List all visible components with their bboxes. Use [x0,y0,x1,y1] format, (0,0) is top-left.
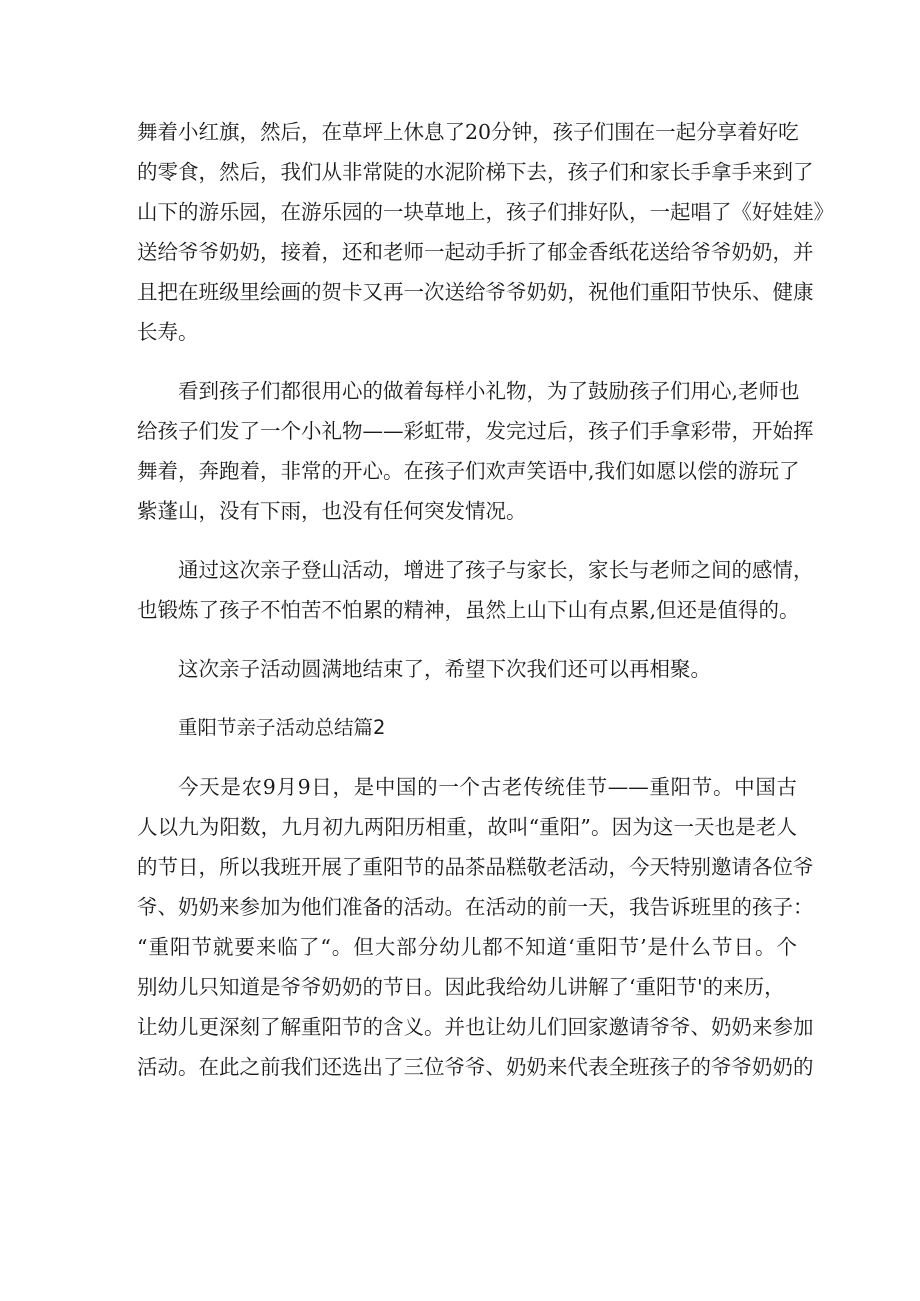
paragraph-3 [137,550,814,630]
text-line: 也锻炼了孩子不怕苦不怕累的精神，虽然上山下山有点累,但还是值得的。 [137,598,800,622]
section-title: 重阳节亲子活动总结篇2 [178,716,386,739]
text-line: 送给爷爷奶奶，接着，还和老师一起动手折了郁金香纸花送给爷爷奶奶，并 [137,240,814,264]
text-line: 让幼儿更深刻了解重阳节的含义。并也让幼儿们回家邀请爷爷、奶奶来参加 [137,1015,814,1039]
text-line: 通过这次亲子登山活动，增进了孩子与家长，家长与老师之间的感情， [178,558,814,582]
text-line: 且把在班级里绘画的贺卡又再一次送给爷爷奶奶，祝他们重阳节快乐、健康 [137,280,814,304]
text-line: “重阳节就要来临了“。但大部分幼儿都不知道‘重阳节’是什么节日。个 [137,935,797,959]
text-line: 人以九为阳数，九月初九两阳历相重，故叫“重阳”。因为这一天也是老人 [137,815,797,839]
text-line: 的零食，然后，我们从非常陡的水泥阶梯下去，孩子们和家长手拿手来到了 [137,160,814,184]
text-line: 活动。在此之前我们还选出了三位爷爷、奶奶来代表全班孩子的爷爷奶奶的 [137,1055,814,1079]
text-line: 给孩子们发了一个小礼物——彩虹带，发完过后，孩子们手拿彩带，开始挥 [137,419,814,443]
text-line: 舞着，奔跑着，非常的开心。在孩子们欢声笑语中,我们如愿以偿的游玩了 [137,459,800,483]
paragraph-2 [137,371,814,531]
text-line: 山下的游乐园，在游乐园的一块草地上，孩子们排好队，一起唱了《好娃娃》 [137,200,834,224]
text-line: 别幼儿只知道是爷爷奶奶的节日。因此我给幼儿讲解了‘重阳节'的来历， [137,975,785,999]
text-line: 长寿。 [137,320,199,344]
text-line: 的节日，所以我班开展了重阳节的品茶品糕敬老活动，今天特别邀请各位爷 [137,855,814,879]
text-line: 爷、奶奶来参加为他们准备的活动。在活动的前一天，我告诉班里的孩子： [137,895,814,919]
text-line: 紫蓬山，没有下雨，也没有任何突发情况。 [137,499,527,523]
document-body [137,112,834,1106]
section-title-block [137,708,797,748]
text-line: 舞着小红旗，然后，在草坪上休息了20分钟，孩子们围在一起分享着好吃 [137,120,799,144]
paragraph-1 [137,112,834,352]
text-line: 看到孩子们都很用心的做着每样小礼物，为了鼓励孩子们用心,老师也 [178,379,800,403]
text-line: 今天是农9月9日，是中国的一个古老传统佳节——重阳节。中国古 [178,775,797,799]
paragraph-5 [137,767,814,1087]
text-line: 这次亲子活动圆满地结束了，希望下次我们还可以再相聚。 [178,657,711,681]
paragraph-4 [137,649,797,689]
